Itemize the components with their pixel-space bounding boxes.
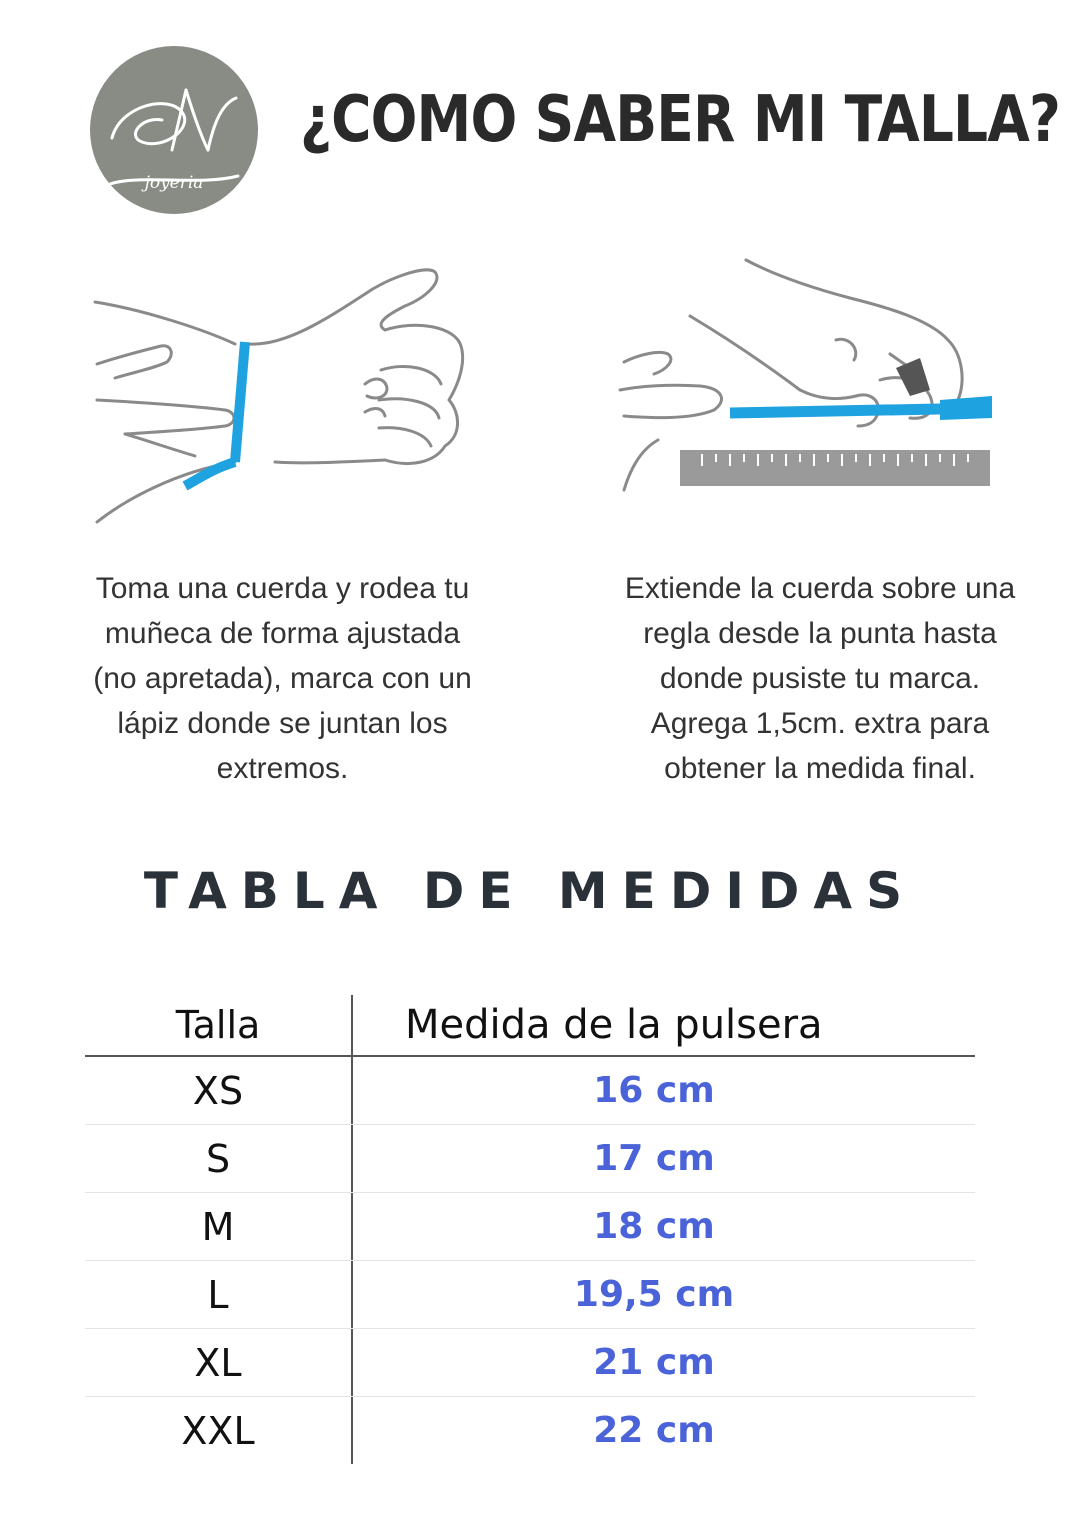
page-title: ¿COMO SABER MI TALLA?: [300, 83, 1061, 157]
measure-value: 17 cm: [593, 1138, 715, 1179]
header-size: Talla: [85, 995, 353, 1055]
table-row: [85, 1329, 975, 1397]
measure-value: 16 cm: [593, 1070, 715, 1111]
size-label: XS: [85, 1057, 353, 1124]
logo-tagline: joyeria: [144, 173, 204, 193]
size-label: XXL: [85, 1397, 353, 1464]
table-row: [85, 1193, 975, 1261]
table-row: [85, 1397, 975, 1464]
measure-value: 18 cm: [593, 1206, 715, 1247]
measure-value: 22 cm: [593, 1410, 715, 1451]
table-title: TABLA DE MEDIDAS: [143, 862, 917, 920]
table-header: [85, 995, 975, 1057]
wrist-wrap-icon: [85, 250, 485, 530]
size-label: L: [85, 1261, 353, 1328]
header-measure: Medida de la pulsera: [405, 1002, 823, 1048]
brand-logo: [90, 46, 258, 214]
size-table: [85, 995, 975, 1464]
step-1-instructions: Toma una cuerda y rodea tu muñeca de forma ajustada (no apretada), marca con un lápiz donde se juntan los extremos.: [93, 572, 472, 785]
measure-value: 21 cm: [593, 1342, 715, 1383]
table-row: [85, 1057, 975, 1125]
ruler-measure-icon: [610, 250, 1010, 530]
size-label: XL: [85, 1329, 353, 1396]
table-row: [85, 1125, 975, 1193]
size-label: M: [85, 1193, 353, 1260]
step-2-instructions: Extiende la cuerda sobre una regla desde la punta hasta donde pusiste tu marca. Agrega 1,5cm. extra para obtener la medida final.: [624, 572, 1016, 785]
size-label: S: [85, 1125, 353, 1192]
measure-value: 19,5 cm: [573, 1274, 735, 1315]
table-row: [85, 1261, 975, 1329]
pencil-tip-icon: [896, 358, 930, 396]
